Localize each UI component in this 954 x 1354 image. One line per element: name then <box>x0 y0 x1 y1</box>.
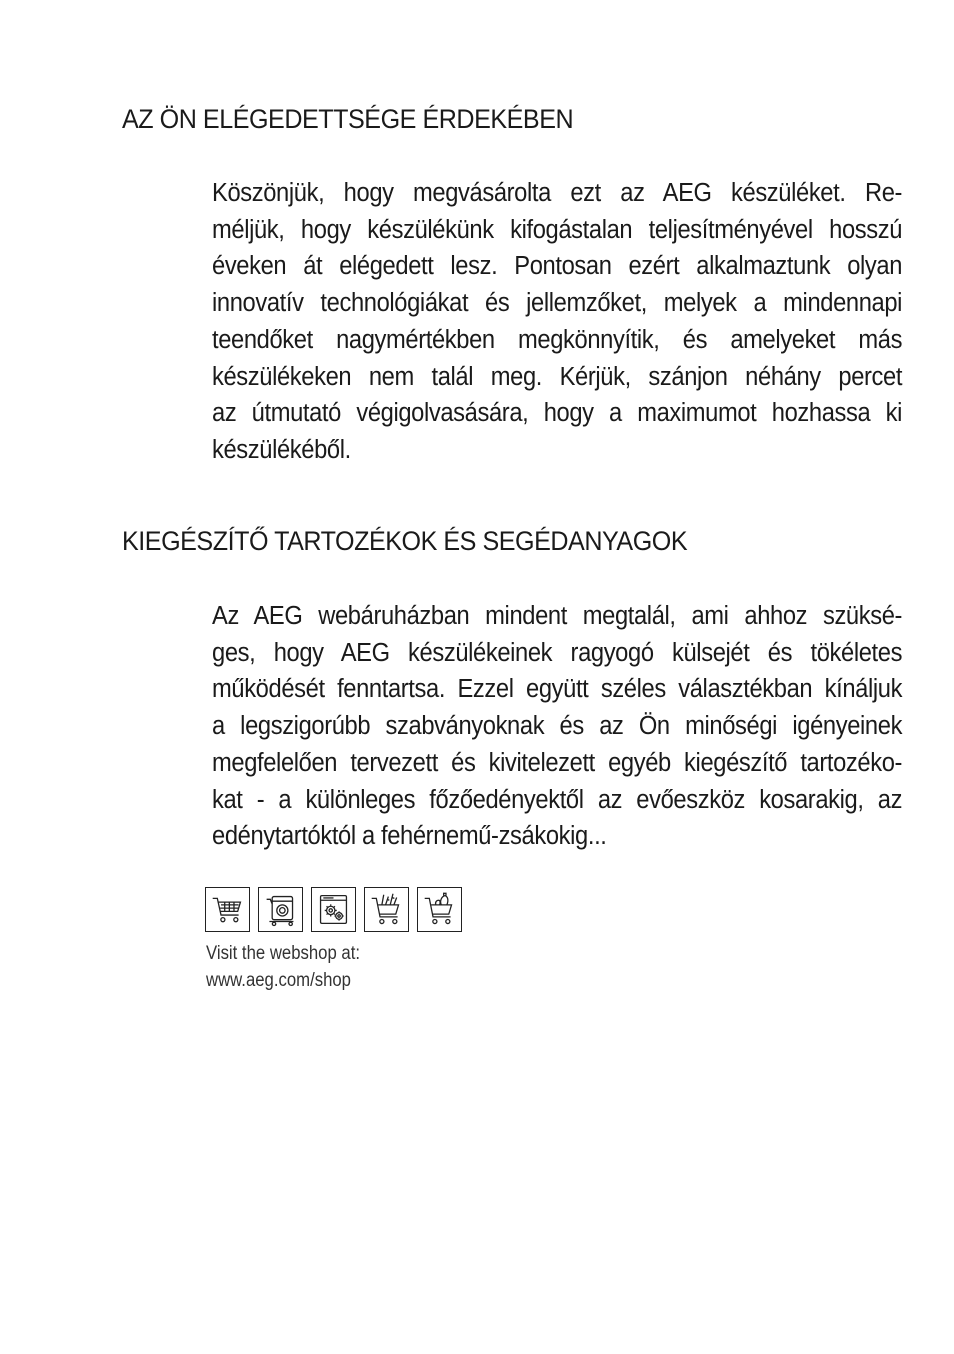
paragraph-line: innovatív technológiákat és jellemzőket, melyek a mindennapi <box>212 289 903 318</box>
paragraph-line: éveken át elégedett lesz. Pontosan ezért alkalmaztunk olyan <box>212 252 903 281</box>
paragraph-line: készülékéből. <box>212 435 351 464</box>
paragraph-line: edénytartóktól a fehérnemű-zsákokig... <box>212 822 607 851</box>
paragraph-line: az útmutató végigolvasására, hogy a maximumot hozhassa ki <box>212 399 903 428</box>
paragraph-line: Az AEG webáruházban mindent megtalál, ami ahhoz szüksé- <box>212 602 903 630</box>
paragraph-line: ges, hogy AEG készülékeinek ragyogó külsejét és tökéletes <box>212 638 903 667</box>
paragraph-line: megfelelően tervezett és kivitelezett egyéb kiegészítő tartozéko- <box>212 748 903 777</box>
washing-machine-cart-icon <box>258 887 303 932</box>
paragraph-line: teendőket nagymértékben megkönnyítik, és amelyeket más <box>212 325 903 354</box>
paragraph-line: a legszigorúbb szabványoknak és az Ön minőségi igényeinek <box>212 712 903 741</box>
shopping-cart-icon <box>205 887 250 932</box>
paragraph-line: készülékeken nem talál meg. Kérjük, szánjon néhány percet <box>212 362 903 391</box>
section-heading-accessories: KIEGÉSZÍTŐ TARTOZÉKOK ÉS SEGÉDANYAGOK <box>122 526 688 556</box>
webshop-url-link[interactable]: www.aeg.com/shop <box>206 970 351 991</box>
paragraph-line: Köszönjük, hogy megvásárolta ezt az AEG készüléket. Re- <box>212 179 903 207</box>
webshop-icons <box>205 887 462 932</box>
satisfaction-paragraph <box>212 175 903 469</box>
paragraph-line: kat - a különleges főzőedényektől az evőeszköz kosarakig, az <box>212 785 903 814</box>
section-heading-satisfaction: AZ ÖN ELÉGEDETTSÉGE ÉRDEKÉBEN <box>122 104 574 134</box>
paragraph-line: méljük, hogy készülékünk kifogástalan teljesítményével hosszú <box>212 215 903 244</box>
webshop-info <box>206 940 360 994</box>
accessories-paragraph <box>212 598 903 855</box>
webshop-visit-label: Visit the webshop at: <box>206 943 360 964</box>
care-products-cart-icon <box>417 887 462 932</box>
paragraph-line: működését fenntartsa. Ezzel együtt széles választékban kínáljuk <box>212 675 903 704</box>
cutlery-basket-cart-icon <box>364 887 409 932</box>
dishwasher-gears-icon <box>311 887 356 932</box>
